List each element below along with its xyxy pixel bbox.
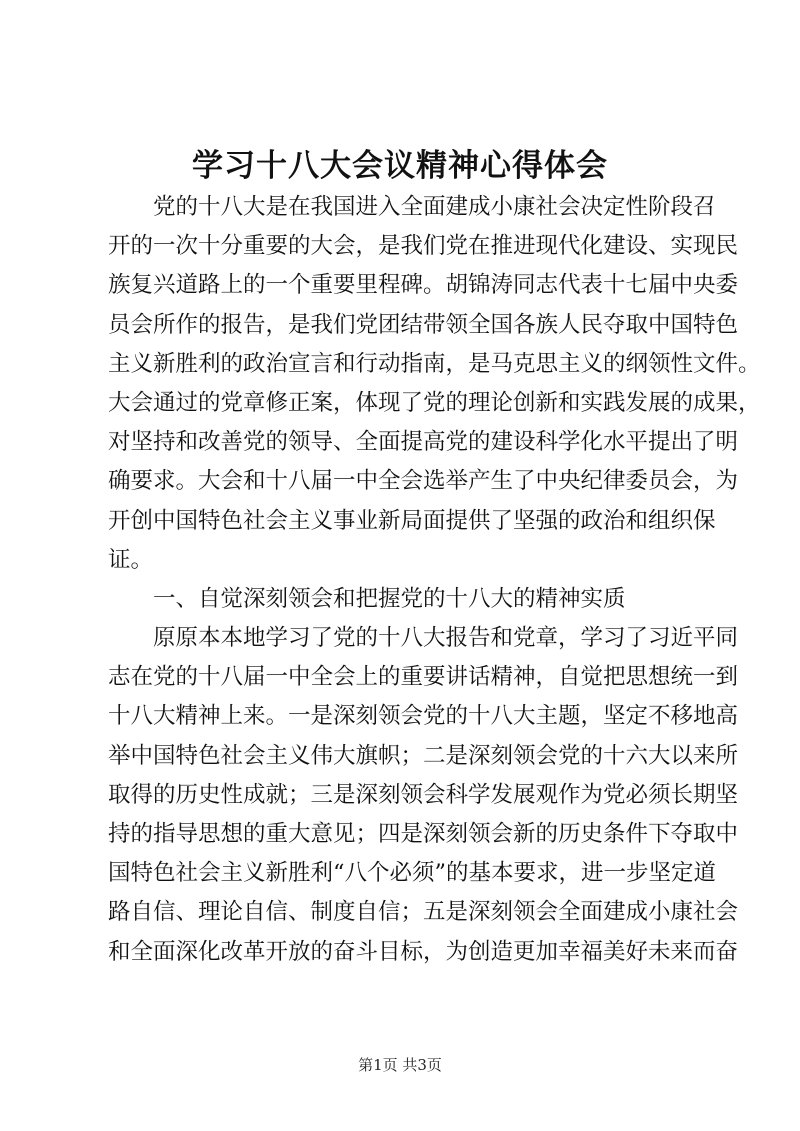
text-line: 开的一次十分重要的大会，是我们党在推进现代化建设、实现民 xyxy=(108,233,739,260)
text-line: 志在党的十八届一中全会上的重要讲话精神，自觉把思想统一到 xyxy=(108,664,739,691)
text-line: 主义新胜利的政治宣言和行动指南，是马克思主义的纲领性文件。 xyxy=(108,350,761,377)
text-line: 确要求。大会和十八届一中全会选举产生了中央纪律委员会，为 xyxy=(108,468,739,495)
page-footer: 第1页 共3页 xyxy=(358,1056,442,1074)
text-line: 举中国特色社会主义伟大旗帜；二是深刻领会党的十六大以来所 xyxy=(108,742,739,769)
text-line: 持的指导思想的重大意见；四是深刻领会新的历史条件下夺取中 xyxy=(108,821,739,847)
text-line: 对坚持和改善党的领导、全面提高党的建设科学化水平提出了明 xyxy=(108,429,739,456)
text-line: 员会所作的报告，是我们党团结带领全国各族人民夺取中国特色 xyxy=(108,311,739,338)
text-line: 原原本本地学习了党的十八大报告和党章，学习了习近平同 xyxy=(153,625,739,652)
text-line: 族复兴道路上的一个重要里程碑。胡锦涛同志代表十七届中央委 xyxy=(108,272,739,299)
document-body xyxy=(108,188,761,972)
text-line: 取得的历史性成就；三是深刻领会科学发展观作为党必须长期坚 xyxy=(108,781,739,808)
text-line: 路自信、理论自信、制度自信；五是深刻领会全面建成小康社会 xyxy=(108,899,739,926)
text-line: 大会通过的党章修正案，体现了党的理论创新和实践发展的成果， xyxy=(108,389,761,416)
text-line: 党的十八大是在我国进入全面建成小康社会决定性阶段召 xyxy=(153,194,716,220)
text-line: 和全面深化改革开放的奋斗目标，为创造更加幸福美好未来而奋 xyxy=(108,938,739,965)
text-line: 开创中国特色社会主义事业新局面提供了坚强的政治和组织保 xyxy=(108,507,716,534)
text-line: 国特色社会主义新胜利“八个必须”的基本要求，进一步坚定道 xyxy=(108,860,717,887)
text-line: 十八大精神上来。一是深刻领会党的十八大主题，坚定不移地高 xyxy=(108,703,739,730)
document-title: 学习十八大会议精神心得体会 xyxy=(192,148,608,184)
text-line: 证。 xyxy=(108,546,154,573)
section-heading: 一、自觉深刻领会和把握党的十八大的精神实质 xyxy=(153,585,626,612)
